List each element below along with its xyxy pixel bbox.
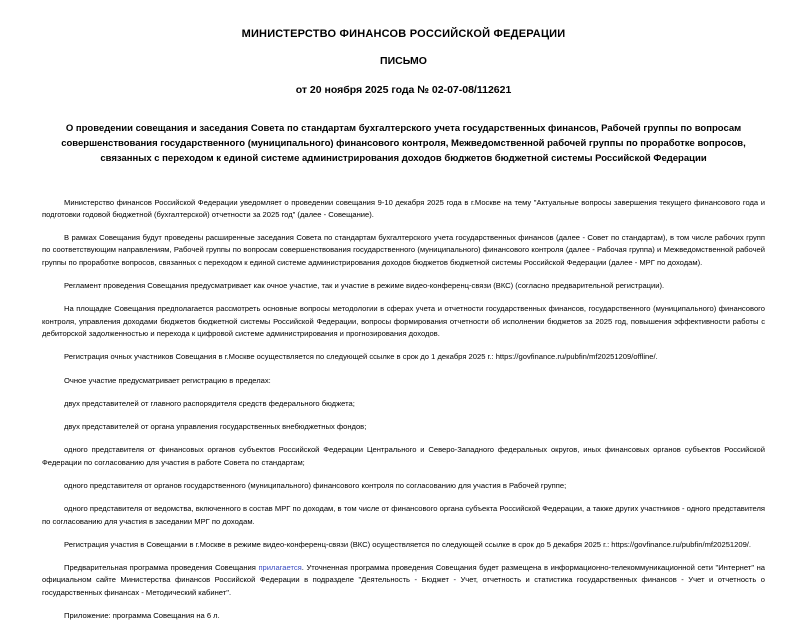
document-body (40, 197, 767, 622)
program-text-before: Предварительная программа проведения Совещания (64, 563, 259, 573)
document-kind: ПИСЬМО (380, 55, 427, 68)
paragraph-quota-federal-budget: двух представителей от главного распорядителя средств федерального бюджета; (64, 398, 355, 408)
paragraph-quota-mrg: одного представителя от ведомства, включенного в состав МРГ по доходам, в том числе от финансового органа субъекта Российской Федерации, а также других участников - одного представителя по согласованию для участия в заседании МРГ по доходам. (42, 504, 765, 526)
paragraph-attachment: Приложение: программа Совещания на 6 л. (64, 611, 220, 621)
paragraph-format: Регламент проведения Совещания предусматривает как очное участие, так и участие в режиме видео-конференц-связи (ВКС) (согласно предварительной регистрации). (64, 281, 665, 291)
document-reference: от 20 ноября 2025 года № 02-07-08/112621 (295, 83, 512, 96)
paragraph-quota-intro: Очное участие предусматривает регистрацию в пределах: (64, 375, 271, 385)
paragraph-registration-vks: Регистрация участия в Совещании в г.Москве в режиме видео-конференц-связи (ВКС) осуществляется по следующей ссылке в срок до 5 декабря 2025 г.: https://govfinance.ru/pubfin/mf20251209/. (64, 539, 752, 549)
paragraph-quota-control-bodies: одного представителя от органов государственного (муниципального) финансового контроля по согласованию для участия в Рабочей группе; (64, 480, 567, 490)
document-subject: О проведении совещания и заседания Совета по стандартам бухгалтерского учета государственных финансов, Рабочей группы по вопросам совершенствования государственного (муниципального) финансового контроля, Межведомственной рабочей группы по проработке вопросов, связанных с переходом к единой системе администрирования доходов бюджетов бюджетной системы Российской Федерации (61, 123, 746, 164)
paragraph-notice: Министерство финансов Российской Федерации уведомляет о проведении совещания 9-10 декабря 2025 года в г.Москве на тему "Актуальные вопросы завершения текущего финансового года и подготовки годовой бюджетной (бухгалтерской) отчетности за 2025 год" (далее - Совещание). (42, 197, 765, 219)
program-text-after: . Уточненная программа проведения Совещания будет размещена в информационно-телекоммуникационной сети "Интернет" на официальном сайте Министерства финансов Российской Федерации в подразделе "Деятельность - Бюджет - Учет, отчетность и статистика государственных финансов - Учет и отчетность о государственных финансах - Методический кабинет". (42, 563, 765, 597)
paragraph-program (42, 562, 765, 599)
organization-title: МИНИСТЕРСТВО ФИНАНСОВ РОССИЙСКОЙ ФЕДЕРАЦИИ (241, 28, 566, 40)
paragraph-scope: В рамках Совещания будут проведены расширенные заседания Совета по стандартам бухгалтерского учета государственных финансов (далее - Совет по стандартам), в том числе рабочих групп по соответствующим направлениям, Рабочей группы по вопросам совершенствования государственного (муниципального) финансового контроля (далее - Рабочая группа) и Межведомственной рабочей группы по проработке вопросов, связанных с переходом к единой системе администрирования доходов бюджетов бюджетной системы Российской Федерации (далее - МРГ по доходам). (42, 233, 765, 267)
paragraph-registration-offline: Регистрация очных участников Совещания в г.Москве осуществляется по следующей ссылке в срок до 1 декабря 2025 г.: https://govfinance.ru/pubfin/mf20251209/offline/. (64, 352, 658, 362)
paragraph-quota-extrabudget-funds: двух представителей от органа управления государственных внебюджетных фондов; (64, 422, 367, 432)
paragraph-quota-regional-finance: одного представителя от финансовых органов субъектов Российской Федерации Центрального и Северо-Западного федеральных округов, иных финансовых органов субъектов Российской Федерации по согласованию для участия в работе Совета по стандартам; (42, 445, 765, 467)
attachment-link[interactable]: прилагается (258, 563, 302, 573)
paragraph-agenda: На площадке Совещания предполагается рассмотреть основные вопросы методологии в сферах учета и отчетности государственных финансов, государственного (муниципального) финансового контроля, управления доходами бюджетов бюджетной системы Российской Федерации, вопросы формирования отчетности об исполнении бюджетов за 2025 год, повышения эффективности работы с дебиторской задолженностью и перехода к цифровой системе администрирования и прогнозирования доходов. (42, 304, 765, 338)
